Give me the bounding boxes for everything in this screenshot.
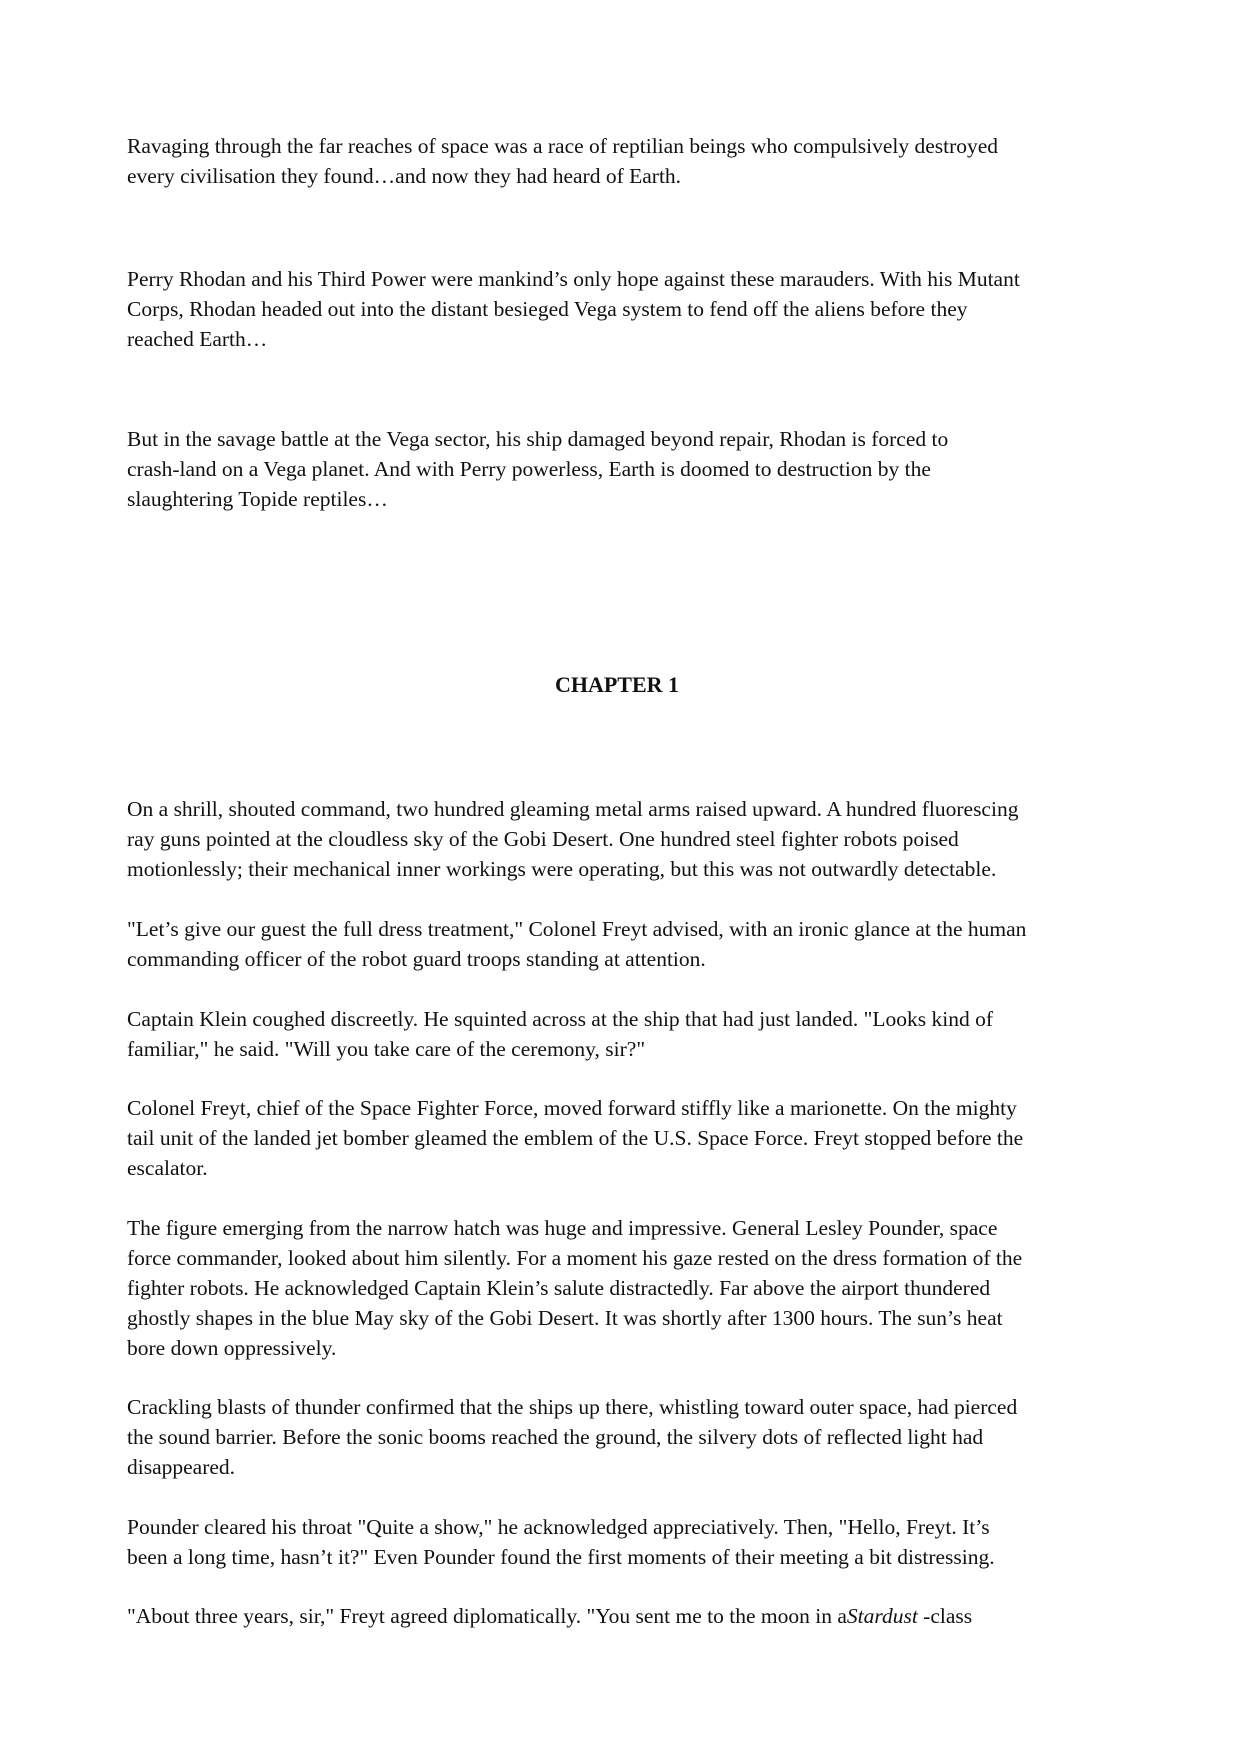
text-line: The figure emerging from the narrow hatch was huge and impressive. General Lesley Pounder, space — [127, 1216, 998, 1240]
text-line: Pounder cleared his throat "Quite a show," he acknowledged appreciatively. Then, "Hello, Freyt. It’s — [127, 1515, 990, 1539]
text-line: escalator. — [127, 1156, 208, 1180]
body-paragraph — [127, 1601, 1127, 1631]
text-line: Corps, Rhodan headed out into the distant besieged Vega system to fend off the aliens before they — [127, 297, 968, 321]
text-line: Perry Rhodan and his Third Power were mankind’s only hope against these marauders. With his Mutant — [127, 267, 1020, 291]
text-line: crash-land on a Vega planet. And with Perry powerless, Earth is doomed to destruction by the — [127, 457, 931, 481]
body-paragraph — [127, 1004, 1127, 1064]
text-line: the sound barrier. Before the sonic booms reached the ground, the silvery dots of reflected light had — [127, 1425, 984, 1449]
text-line: Colonel Freyt, chief of the Space Fighter Force, moved forward stiffly like a marionette. On the mighty — [127, 1096, 1017, 1120]
book-title-italic: Stardust — [846, 1604, 918, 1628]
text-run: "About three years, sir," Freyt agreed diplomatically. "You sent me to the moon in a — [127, 1604, 847, 1628]
text-line: reached Earth… — [127, 327, 268, 351]
body-paragraph — [127, 1213, 1127, 1363]
text-line: bore down oppressively. — [127, 1336, 337, 1360]
blurb-paragraph — [127, 424, 1127, 514]
text-line: But in the savage battle at the Vega sector, his ship damaged beyond repair, Rhodan is forced to — [127, 427, 949, 451]
text-line: been a long time, hasn’t it?" Even Pounder found the first moments of their meeting a bit distressing. — [127, 1545, 995, 1569]
text-line: disappeared. — [127, 1455, 236, 1479]
text-line: ray guns pointed at the cloudless sky of the Gobi Desert. One hundred steel fighter robots poised — [127, 827, 959, 851]
text-line: familiar," he said. "Will you take care of the ceremony, sir?" — [127, 1037, 646, 1061]
body-paragraph — [127, 914, 1127, 974]
text-line: On a shrill, shouted command, two hundred gleaming metal arms raised upward. A hundred fluorescing — [127, 797, 1019, 821]
body-paragraph — [127, 1093, 1127, 1183]
text-line: Crackling blasts of thunder confirmed that the ships up there, whistling toward outer space, had pierced — [127, 1395, 1018, 1419]
text-run: -class — [917, 1604, 973, 1628]
text-line: fighter robots. He acknowledged Captain Klein’s salute distractedly. Far above the airport thundered — [127, 1276, 991, 1300]
text-line: Ravaging through the far reaches of space was a race of reptilian beings who compulsively destroyed — [127, 134, 999, 158]
text-line: force commander, looked about him silently. For a moment his gaze rested on the dress formation of the — [127, 1246, 1023, 1270]
blurb-paragraph — [127, 131, 1127, 191]
blurb-paragraph — [127, 264, 1127, 354]
body-paragraph — [127, 1512, 1127, 1572]
text-line: motionlessly; their mechanical inner workings were operating, but this was not outwardly detectable. — [127, 857, 997, 881]
text-line: commanding officer of the robot guard troops standing at attention. — [127, 947, 706, 971]
chapter-heading: CHAPTER 1 — [554, 672, 680, 697]
text-line: Captain Klein coughed discreetly. He squinted across at the ship that had just landed. "Looks kind of — [127, 1007, 993, 1031]
text-line: tail unit of the landed jet bomber gleamed the emblem of the U.S. Space Force. Freyt stopped before the — [127, 1126, 1024, 1150]
text-line: every civilisation they found…and now they had heard of Earth. — [127, 164, 682, 188]
body-paragraph — [127, 794, 1127, 884]
text-line — [127, 1601, 1127, 1631]
text-line: "Let’s give our guest the full dress treatment," Colonel Freyt advised, with an ironic glance at the human — [127, 917, 1027, 941]
text-line: slaughtering Topide reptiles… — [127, 487, 388, 511]
text-line: ghostly shapes in the blue May sky of the Gobi Desert. It was shortly after 1300 hours. The sun’s heat — [127, 1306, 1003, 1330]
body-paragraph — [127, 1392, 1127, 1482]
